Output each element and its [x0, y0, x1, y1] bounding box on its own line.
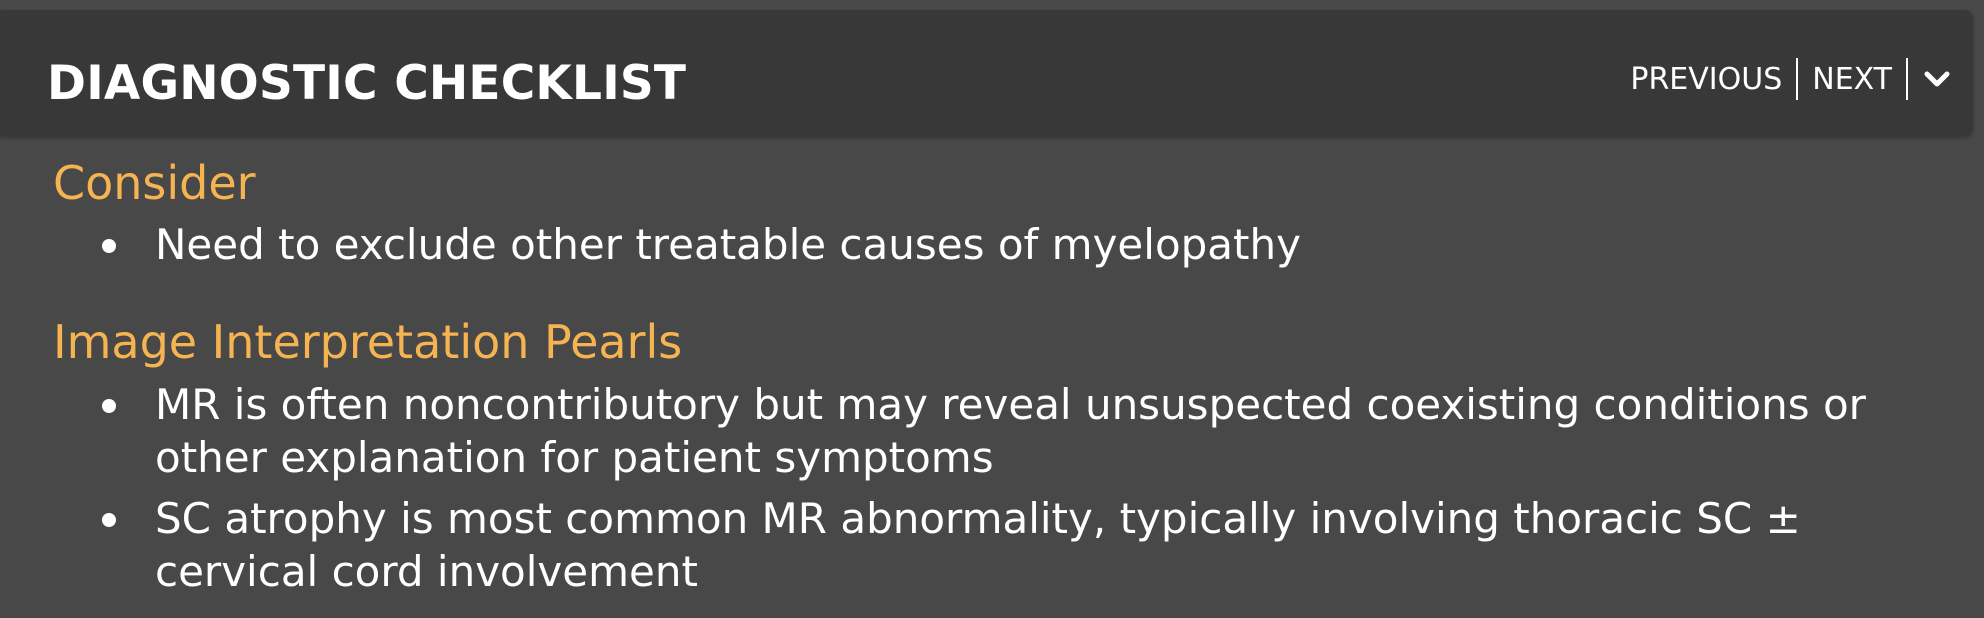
page-title: DIAGNOSTIC CHECKLIST — [47, 56, 687, 111]
nav-divider — [1906, 58, 1908, 100]
section-heading-consider: Consider — [53, 156, 256, 210]
nav-divider — [1796, 58, 1798, 100]
chevron-down-icon[interactable] — [1922, 64, 1952, 94]
list-item — [0, 492, 1984, 598]
bullet-icon — [102, 399, 116, 413]
panel-header — [0, 10, 1973, 136]
list-item — [0, 218, 1984, 271]
section-heading-image-interpretation-pearls: Image Interpretation Pearls — [53, 315, 683, 369]
section-navigation — [1630, 56, 1952, 102]
list-item-text: SC atrophy is most common MR abnormality, typically involving thoracic SC ± cervical cord involvement — [155, 494, 1801, 596]
next-button[interactable]: NEXT — [1812, 61, 1892, 97]
list-item-text: MR is often noncontributory but may reveal unsuspected coexisting conditions or other explanation for patient symptoms — [155, 380, 1866, 482]
consider-list — [0, 218, 1984, 279]
pearls-list — [0, 378, 1984, 606]
previous-button[interactable]: PREVIOUS — [1630, 61, 1783, 97]
bullet-icon — [102, 239, 116, 253]
list-item — [0, 378, 1984, 484]
list-item-text: Need to exclude other treatable causes of myelopathy — [155, 220, 1301, 269]
bullet-icon — [102, 513, 116, 527]
